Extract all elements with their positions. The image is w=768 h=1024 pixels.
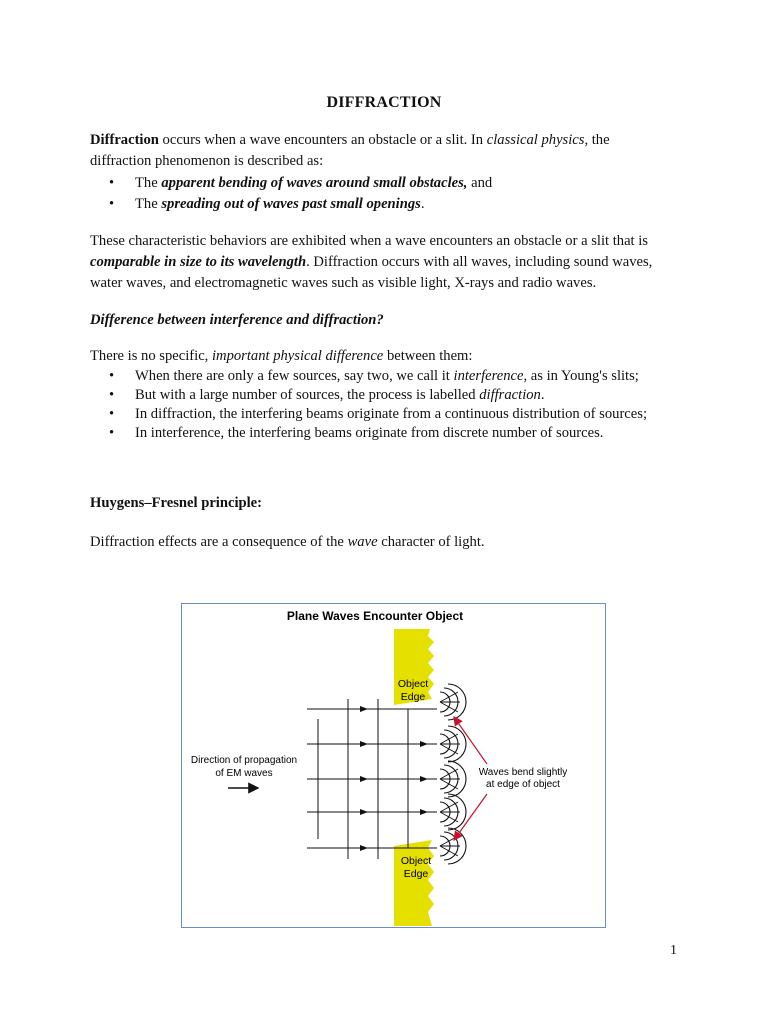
- para4-text-end: character of light.: [377, 534, 485, 550]
- heading-text: Difference between interference and diffraction?: [90, 312, 384, 328]
- bullet-emphasis: interference: [453, 368, 524, 384]
- para2-line-3: water waves, and electromagnetic waves such as visible light, X-rays and radio waves.: [90, 275, 597, 291]
- page-title: DIFFRACTION: [326, 94, 442, 111]
- para2-line-2: . Diffraction occurs with all waves, including sound waves,: [306, 254, 653, 270]
- para3-emphasis: important physical difference: [211, 348, 384, 364]
- section-heading-difference: [90, 310, 680, 331]
- bullet-emphasis: apparent bending of waves around small obstacles,: [161, 175, 468, 191]
- bullet-text: The: [135, 175, 162, 191]
- note-arrow-up-icon: [454, 717, 487, 764]
- heading-text: Huygens–Fresnel principle:: [90, 495, 263, 511]
- bullet-text: In diffraction, the interfering beams originate from a continuous distribution of sources;: [135, 406, 647, 422]
- bullet-text: The: [135, 196, 162, 212]
- characteristics-paragraph: [90, 231, 680, 294]
- plane-waves-figure: [181, 603, 606, 928]
- bullet-emphasis: diffraction: [479, 387, 541, 403]
- huygens-paragraph: [90, 532, 680, 553]
- bullet-text: In interference, the interfering beams originate from discrete number of sources.: [135, 425, 604, 441]
- wavelets: [440, 684, 466, 864]
- bottom-edge-label-2: Edge: [403, 868, 429, 880]
- direction-label-1: Direction of propagation: [190, 755, 298, 766]
- note-label-2: at edge of object: [486, 779, 560, 790]
- section-heading-huygens: [90, 493, 680, 514]
- para3-text: There is no specific,: [90, 348, 212, 364]
- note-arrow-down-icon: [454, 794, 487, 840]
- para2-line-1: These characteristic behaviors are exhibited when a wave encounters an obstacle or a slit that is: [90, 233, 648, 249]
- diffraction-diagram: [182, 604, 604, 926]
- top-edge-label-1: Object: [397, 678, 429, 690]
- bullet-text: When there are only a few sources, say two, we call it: [135, 368, 454, 384]
- intro-text: occurs when a wave encounters an obstacle or a slit. In: [158, 132, 487, 148]
- bullet-text-end: , as in Young's slits;: [523, 368, 639, 384]
- figure-title: Plane Waves Encounter Object: [286, 609, 464, 623]
- bullet-text-end: and: [467, 175, 493, 191]
- intro-emphasis: classical physics: [486, 132, 585, 148]
- bottom-edge-label-1: Object: [400, 855, 432, 867]
- note-label-1: Waves bend slightly: [478, 767, 568, 778]
- page-number: 1: [670, 943, 677, 958]
- wave-grid: [307, 699, 437, 859]
- intro-line-2: diffraction phenomenon is described as:: [90, 153, 324, 169]
- bullet-text: But with a large number of sources, the process is labelled: [135, 387, 480, 403]
- direction-label-2: of EM waves: [215, 768, 273, 779]
- bullet-text-end: .: [420, 196, 425, 212]
- para4-text: Diffraction effects are a consequence of the: [90, 534, 348, 550]
- bullet-text-end: .: [540, 387, 545, 403]
- para3-text-end: between them:: [383, 348, 473, 364]
- para2-emphasis: comparable in size to its wavelength: [90, 254, 307, 270]
- intro-text-end: , the: [584, 132, 610, 148]
- bullet-emphasis: spreading out of waves past small openings: [161, 196, 421, 212]
- intro-term: Diffraction: [90, 132, 159, 148]
- object-edge-bottom-shape: [394, 840, 434, 926]
- intro-paragraph: [90, 130, 680, 172]
- difference-paragraph: [90, 346, 680, 367]
- top-edge-label-2: Edge: [400, 691, 426, 703]
- para4-emphasis: wave: [347, 534, 378, 550]
